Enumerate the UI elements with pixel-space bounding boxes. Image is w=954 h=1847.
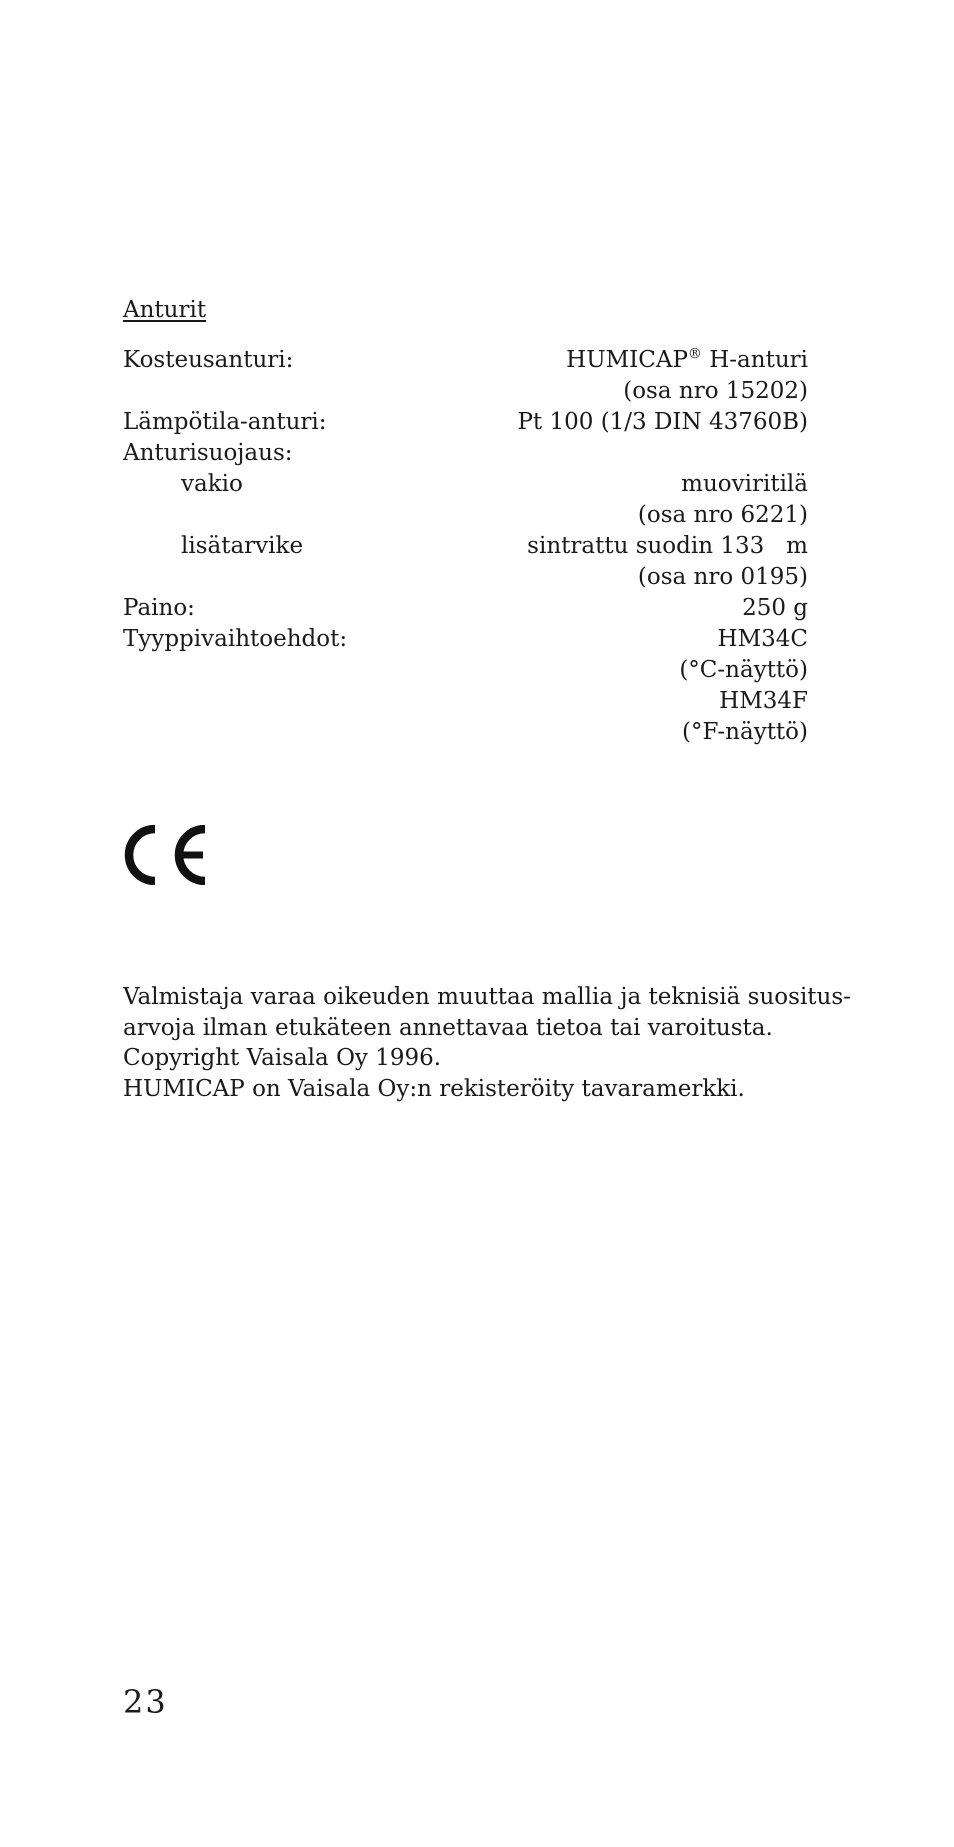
spec-row-protection-accessory <box>123 531 808 562</box>
spec-label: Paino: <box>123 595 195 621</box>
spec-row-sensor-protection <box>123 438 808 469</box>
spec-label: vakio <box>181 471 243 497</box>
legal-notice-line: Valmistaja varaa oikeuden muuttaa mallia ja teknisiä suositus- <box>123 984 851 1010</box>
spec-label: Anturisuojaus: <box>123 440 293 466</box>
spec-value: (°F-näyttö) <box>682 719 808 745</box>
spec-value: 250 g <box>742 595 808 621</box>
spec-label: Kosteusanturi: <box>123 347 294 373</box>
spec-value: Pt 100 (1/3 DIN 43760B) <box>517 409 808 435</box>
legal-notice-line: arvoja ilman etukäteen annettavaa tietoa tai varoitusta. <box>123 1014 773 1041</box>
copyright-line: Copyright Vaisala Oy 1996. <box>123 1045 442 1071</box>
legal-notice <box>123 982 851 1104</box>
spec-value: muoviritilä <box>681 471 808 497</box>
spec-value: HM34C <box>717 626 808 652</box>
spec-value: (°C-näyttö) <box>679 657 808 683</box>
spec-row-humidity-sensor <box>123 345 808 376</box>
spec-value: (osa nro 0195) <box>637 564 808 590</box>
spec-value: (osa nro 15202) <box>623 378 808 404</box>
spec-label: Lämpötila-anturi: <box>123 409 327 435</box>
section-heading: Anturit <box>123 297 207 323</box>
spec-row-protection-accessory-part <box>123 562 808 593</box>
spec-row-protection-standard-part <box>123 500 808 531</box>
spec-row-protection-standard <box>123 469 808 500</box>
spec-row-type-options <box>123 624 808 655</box>
spec-row-type-f-display <box>123 717 808 748</box>
spec-value: HM34F <box>719 688 808 714</box>
spec-table <box>123 345 808 748</box>
spec-row-weight <box>123 593 808 624</box>
spec-label: Tyyppivaihtoehdot: <box>123 626 348 652</box>
spec-row-temperature-sensor <box>123 407 808 438</box>
trademark-line: HUMICAP on Vaisala Oy:n rekisteröity tavaramerkki. <box>123 1075 745 1102</box>
spec-value: sintrattu suodin 133 m <box>527 533 808 559</box>
spec-row-type-f <box>123 686 808 717</box>
spec-row-humidity-part <box>123 376 808 407</box>
spec-value: HUMICAP® H-anturi <box>566 346 808 373</box>
ce-mark-icon <box>123 825 209 889</box>
spec-row-type-c-display <box>123 655 808 686</box>
spec-label: lisätarvike <box>181 533 304 559</box>
spec-value: (osa nro 6221) <box>637 502 808 528</box>
page-number: 23 <box>123 1683 168 1721</box>
